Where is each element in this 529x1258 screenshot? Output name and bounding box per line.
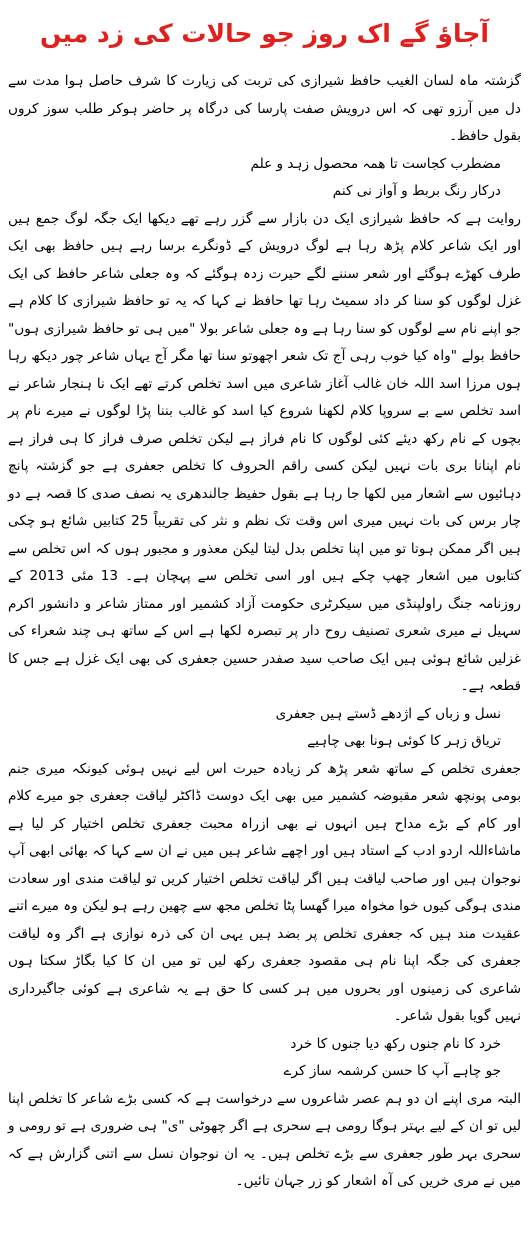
article-title: آجاؤ گے اک روز جو حالات کی زد میں: [40, 19, 489, 48]
verse-line: نسل و زباں کے اژدھے ڈستے ہیں جعفری: [275, 705, 501, 722]
paragraph-intro: گزشتہ ماہ لسان الغیب حافظ شیرازی کی تربت کی زیارت کا شرف حاصل ہوا مدت سے دل میں آرزو تھی کہ اس درویش صفت پارسا کی درگاہ پر حاضر ہوکر طلب سوز کروں بقول حافظ۔: [8, 73, 521, 144]
verse-line: مضطرب کجاست تا ھمہ محصول زہد و علم: [250, 155, 501, 172]
paragraph-closing: البتہ مری اپنے ان دو ہم عصر شاعروں سے درخواست ہے کہ کسی بڑے شاعر کا تخلص اپنا لیں تو ان کے لیے بہتر ہوگا رومی ہے سحری ہے اگر چھوٹی "ی" ہی ضروری ہے تو رومی و سحری بہر طور جعفری سے بڑے تخلص ہیں۔ یہ ان نوجوان نسل سے اتنی گزارش ہے کہ میں نے مری خریں کی آہ اشعار کو زر جہان تائیں۔: [8, 1090, 521, 1189]
article-body: [8, 68, 521, 1196]
verse-line: درکار رنگ بربط و آواز نی کنم: [332, 183, 501, 199]
verse-line: خرد کا نام جنوں رکھ دیا جنوں کا خرد: [290, 1035, 501, 1052]
paragraph-story: روایت ہے کہ حافظ شیرازی ایک دن بازار سے گزر رہے تھے دیکھا ایک جگہ لوگ جمع ہیں اور ایک شاعر کلام پڑھ رہا ہے لوگ درویش کے ڈونگرے برسا رہے ہیں حافظ بھی ایک طرف کھڑے ہوگئے اور شعر سننے لگے حیرت زدہ ہوگئے کہ وہ جعلی شاعر حافظ کی ایک غزل لوگوں کو سنا کر داد سمیٹ رہا تھا حافظ نے کہا کہ یہ تو حافظ شیرازی کا کلام ہے جو اپنے نام سے لوگوں کو سنا رہا ہے وہ جعلی شاعر بولا "میں ہی تو حافظ شیرازی ہوں" حافظ بولے "واہ کیا خوب رہی آج تک شعر اچھوتو سنا تھا مگر آج یہاں شاعر چور دیکھ رہا ہوں مرزا اسد اللہ خان غالب آغاز شاعری میں اسد تخلص کرتے تھے ایک نا ہنجار شاعر نے اسد تخلص سے بے سروپا کلام لکھنا شروع کیا اسد کو غالب بننا پڑا لوگوں نے میرے نام پر بچوں کے نام رکھ دیئے کئی لوگوں کا نام فراز ہے لیکن تخلص صرف فراز کا ہی فراز ہے نام اپنانا بری بات نہیں لیکن کسی راقم الحروف کا تخلص جعفری ہے جو گزشتہ پانچ دہائیوں سے اشعار میں لکھا جا رہا ہے بقول حفیظ جالندھری یہ نصف صدی کا قصہ ہے دو چار برس کی بات نہیں میری اس وقت تک نظم و نثر کی تقریباً 25 کتابیں شائع ہو چکی ہیں اگر ممکن ہوتا تو میں اپنا تخلص بدل لیتا لیکن معذور و مجبور ہوں کہ اس تخلص سے کتابوں میں اشعار چھپ چکے ہیں اور اسی تخلص سے پہچان ہے۔ 13 مئی 2013 کے روزنامہ جنگ راولپنڈی میں سیکرٹری حکومت آزاد کشمیر اور ممتاز شاعر و دانشور اکرم سہیل نے میری شعری تصنیف روح دار پر تبصرہ لکھا ہے اس کے ساتھ ہی چند شعراء کی غزلیں شائع ہوئی ہیں ایک صاحب سید صفدر حسین جعفری کی بھی ایک غزل ہے جس کا قطعہ ہے۔: [8, 210, 522, 694]
paragraph-jafri: جعفری تخلص کے ساتھ شعر پڑھ کر زیادہ حیرت اس لیے نہیں ہوئی کیونکہ میری جنم بومی پونچھ شعر مقبوضہ کشمیر میں بھی ایک دوست ڈاکٹر لیاقت جعفری جو میرے کلام اور کام کے بڑے مداح ہیں انہوں نے بھی ازراہ محبت جعفری تخلص اختیار کر لیا ہے ماشاءاللہ اردو ادب کے استاد ہیں اور اچھے شاعر ہیں میں نے ان سے کہا کہ بھائی ابھی آپ نوجوان ہیں اور صاحب لیاقت ہیں اگر لیاقت تخلص اختیار کریں تو لیاقت مندی اور سعادت مندی ہوگی کیوں خوا مخواہ میرا گھسا پٹا تخلص مجھ سے چھین رہے ہو لیکن وہ میرے اتنے عقیدت مند ہیں کہ جعفری تخلص پر بضد ہیں یہی ان کی ذرہ نوازی ہے اگر وہ لیاقت جعفری کی جگہ اپنا نام ہی مقصود جعفری رکھ لیں تو میں ان کا کیا بگاڑ سکتا ہوں شاعری کی زمینوں اور بحروں میں ہر کسی کا حق ہے یہ شاعری ہے کوئی جاگیرداری نہیں گویا بقول شاعر۔: [8, 760, 521, 1024]
verse-line: تریاق زہر کا کوئی ہونا بھی چاہیے: [307, 733, 501, 749]
verse-line: جو چاہے آپ کا حسن کرشمہ ساز کرے: [283, 1063, 501, 1079]
